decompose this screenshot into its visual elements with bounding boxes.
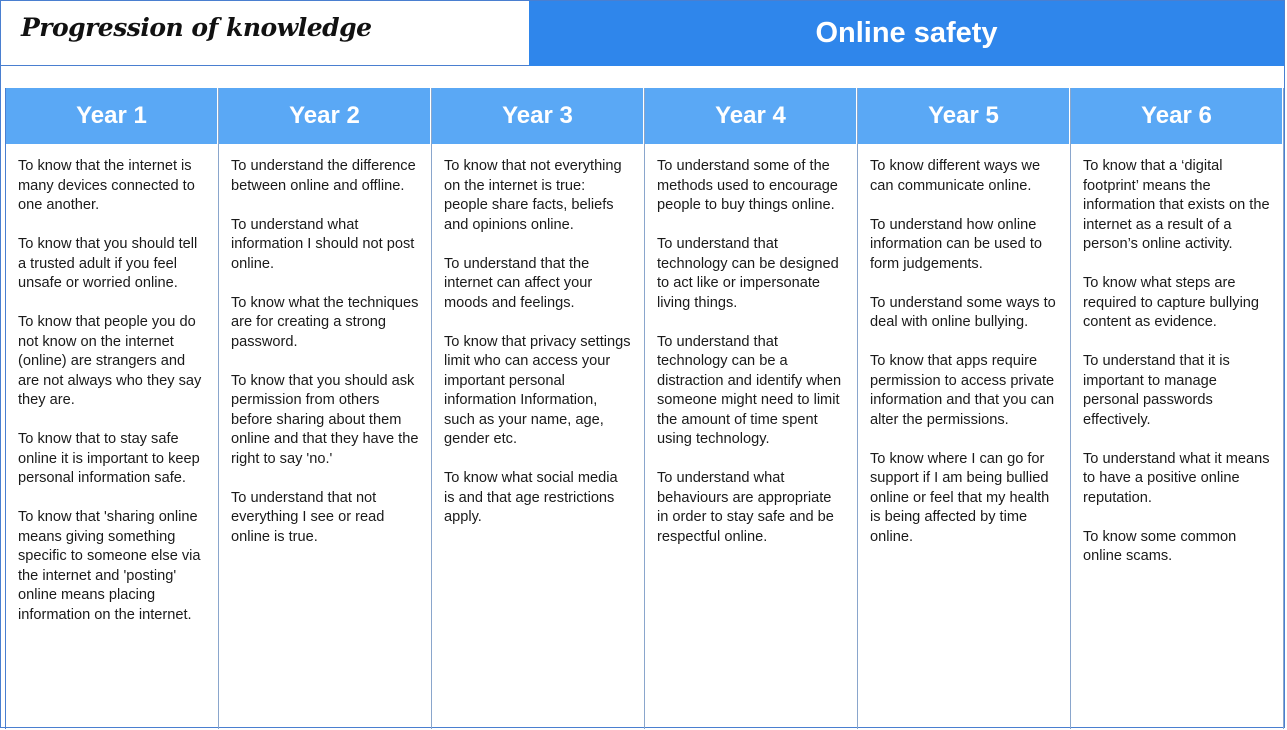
objective-item: To understand what it means to have a positive online reputation.: [1083, 450, 1270, 506]
objective-item: To know what the techniques are for creating a strong password.: [231, 294, 419, 350]
objective-item: To understand that it is important to manage personal passwords effectively.: [1083, 353, 1230, 428]
objective-item: To know what steps are required to capture bullying content as evidence.: [1083, 275, 1260, 330]
objective-item: To know what social media is and that age restrictions apply.: [444, 470, 618, 525]
objective-item: To understand that the internet can affect your moods and feelings.: [444, 255, 593, 311]
objective-item: To know that people you do not know on the internet (online) are strangers and are not always who they say they are.: [18, 314, 202, 408]
year-header: Year 1: [6, 88, 218, 144]
objective-item: To understand that not everything I see or read online is true.: [231, 489, 385, 545]
year-column: [432, 88, 645, 729]
year-column: [645, 88, 858, 729]
subject-banner: [529, 1, 1284, 66]
year-columns-table: [5, 88, 1284, 729]
subject-title: Online safety: [815, 17, 998, 49]
objective-item: To know where I can go for support if I am being bullied online or feel that my health is being affected by time online.: [870, 450, 1050, 545]
year-column: [219, 88, 432, 729]
objective-item: To know different ways we can communicate online.: [870, 158, 1041, 194]
year-objectives: [1071, 144, 1283, 586]
header-bar: [1, 1, 1284, 67]
objective-item: To understand what behaviours are appropriate in order to stay safe and be respectful online.: [657, 470, 834, 545]
objective-item: To understand what information I should not post online.: [231, 216, 415, 272]
objective-item: To know that privacy settings limit who can access your important personal information Information, such as your name, age, gender etc.: [444, 333, 631, 447]
objective-item: To know that you should tell a trusted adult if you feel unsafe or worried online.: [18, 236, 198, 291]
objective-item: To understand how online information can be used to form judgements.: [870, 216, 1042, 272]
year-header: Year 6: [1071, 88, 1283, 144]
year-column: [6, 88, 219, 729]
year-objectives: [219, 144, 431, 567]
year-header: Year 5: [858, 88, 1070, 144]
year-objectives: [6, 144, 218, 645]
title-box: [1, 1, 529, 66]
year-header: Year 2: [219, 88, 431, 144]
year-header: Year 3: [432, 88, 644, 144]
objective-item: To know that to stay safe online it is important to keep personal information safe.: [18, 431, 200, 486]
objective-item: To know that you should ask permission from others before sharing about them online and that they have the right to say 'no.': [231, 372, 419, 467]
year-column: [1071, 88, 1284, 729]
objective-item: To know that apps require permission to access private information and that you can alter the permissions.: [870, 353, 1055, 428]
year-header: Year 4: [645, 88, 857, 144]
year-objectives: [858, 144, 1070, 567]
objective-item: To understand some ways to deal with online bullying.: [870, 294, 1056, 330]
objective-item: To understand that technology can be a distraction and identify when someone might need to limit the amount of time spent using technology.: [657, 333, 842, 447]
objective-item: To know that the internet is many devices connected to one another.: [18, 158, 195, 213]
objective-item: To know that a ‘digital footprint’ means the information that exists on the internet as a result of a person’s online activity.: [1083, 158, 1270, 252]
year-objectives: [645, 144, 857, 567]
objective-item: To understand the difference between online and offline.: [231, 158, 416, 194]
document-title: Progression of knowledge: [21, 13, 372, 42]
objective-item: To understand that technology can be designed to act like or impersonate living things.: [657, 236, 839, 311]
objective-item: To understand some of the methods used to encourage people to buy things online.: [657, 158, 838, 213]
year-column: [858, 88, 1071, 729]
objective-item: To know that not everything on the internet is true: people share facts, beliefs and opinions online.: [444, 158, 622, 233]
objective-item: To know that 'sharing online means giving something specific to someone else via the internet and 'posting' online means placing information on the internet.: [18, 509, 201, 623]
objective-item: To know some common online scams.: [1083, 528, 1237, 564]
year-objectives: [432, 144, 644, 547]
